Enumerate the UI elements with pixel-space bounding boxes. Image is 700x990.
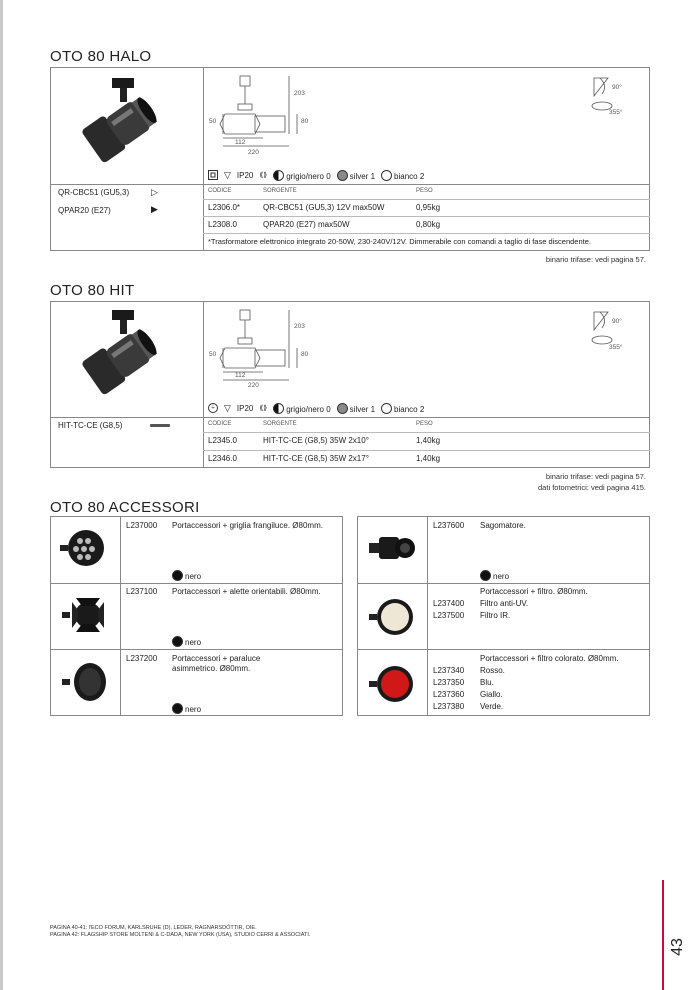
ip-rating: IP20 [236, 403, 254, 413]
halo-col-weight: PESO [416, 188, 433, 194]
acc-item5-code1: L237400 [433, 599, 465, 608]
swatch-white [381, 170, 392, 181]
acc-item6-name4: Verde. [480, 702, 504, 711]
hit-row2-weight: 1,40kg [416, 454, 441, 463]
halo-title: OTO 80 HALO [50, 48, 152, 65]
halo-row2-code: L2308.0 [208, 220, 237, 229]
hit-dim-80: 80 [301, 351, 309, 358]
acc-item2-color: nero [172, 636, 201, 647]
color-option: silver 1 [337, 403, 375, 414]
lamp-par-icon: ▶ [151, 204, 158, 214]
earth-icon: ⏚ [209, 405, 216, 411]
acc-item6-name2: Blu. [480, 678, 494, 687]
hit-col-weight: PESO [416, 421, 433, 427]
halo-col-source: SORGENTE [263, 188, 297, 194]
hit-lamp-1: HIT-TC-CE (G8,5) [58, 421, 123, 430]
halo-specs-top-line [203, 184, 650, 185]
hit-dim-50: 50 [209, 351, 217, 358]
page-edge [0, 0, 3, 990]
acc-item4-desc: Sagomatore. [480, 521, 526, 530]
hit-row2-source: HIT-TC-CE (G8,5) 35W 2x17° [263, 454, 369, 463]
hit-title: OTO 80 HIT [50, 282, 135, 299]
hit-row1-code: L2345.0 [208, 436, 237, 445]
accessory-filter-image [365, 592, 420, 642]
color-option: grigio/nero 0 [273, 403, 330, 414]
acc-title: OTO 80 ACCESSORI [50, 499, 200, 516]
class-ii-icon [208, 170, 218, 180]
swatch-black [172, 636, 183, 647]
f-mark-icon: ▽ [224, 402, 231, 413]
halo-product-photo [70, 78, 170, 173]
dimmable-icon: ⟪⟫ [259, 172, 268, 179]
acc-item4-code: L237600 [433, 521, 465, 530]
swatch-grey-black [273, 403, 284, 414]
acc-row-line [357, 583, 650, 584]
accessory-barndoors-image [58, 590, 113, 642]
dimmable-icon: ⟪⟫ [259, 405, 268, 412]
acc-item6-code2: L237350 [433, 678, 465, 687]
acc-item5-name2: Filtro IR. [480, 611, 511, 620]
hit-photometric-note: dati fotometrici: vedi pagina 415. [538, 483, 646, 492]
hit-dim-112: 112 [235, 372, 246, 379]
lamp-reflector-icon: ▷ [151, 187, 158, 197]
halo-technical-drawing [205, 72, 325, 162]
ip-rating: IP20 [236, 170, 254, 180]
accent-rule [662, 880, 664, 990]
hit-dim-220: 220 [248, 382, 259, 389]
halo-row1-code: L2306.0* [208, 203, 241, 212]
color-option: bianco 2 [381, 170, 424, 181]
halo-track-note: binario trifase: vedi pagina 57. [545, 255, 646, 264]
halo-tilt-angle: 90° [612, 84, 622, 91]
halo-row1-weight: 0,95kg [416, 203, 441, 212]
hit-track-note: binario trifase: vedi pagina 57. [545, 472, 646, 481]
acc-item5-code2: L237500 [433, 611, 465, 620]
swatch-silver [337, 403, 348, 414]
color-option: grigio/nero 0 [273, 170, 330, 181]
hit-row1-source: HIT-TC-CE (G8,5) 35W 2x10° [263, 436, 369, 445]
hit-product-photo [70, 310, 170, 405]
swatch-silver [337, 170, 348, 181]
halo-row1-source: QR-CBC51 (GU5,3) 12V max50W [263, 203, 385, 212]
acc-item2-desc: Portaccessori + alette orientabili. Ø80mm. [172, 587, 321, 596]
halo-divider [203, 67, 204, 251]
hit-specs-top-line [203, 417, 650, 418]
acc-row-line [357, 649, 650, 650]
f-mark-icon: ▽ [224, 169, 231, 180]
halo-specs-row [208, 169, 424, 181]
halo-dim-203: 203 [294, 90, 305, 97]
lamp-tube-icon [150, 424, 170, 427]
swatch-black [172, 570, 183, 581]
acc-item3-color: nero [172, 703, 201, 714]
acc-row-line [50, 649, 343, 650]
acc-item6-name3: Giallo. [480, 690, 503, 699]
accessory-color-filter-image [365, 659, 420, 709]
halo-dim-50: 50 [209, 118, 217, 125]
acc-item6-name1: Rosso. [480, 666, 505, 675]
hit-lamps-top-line [50, 417, 203, 418]
color-option: silver 1 [337, 170, 375, 181]
hit-rotation-angle: 355° [609, 344, 623, 351]
acc-item4-color: nero [480, 570, 509, 581]
accessory-framing-image [365, 525, 420, 573]
hit-row2-code: L2346.0 [208, 454, 237, 463]
acc-item3-desc2: asimmetrico. Ø80mm. [172, 664, 251, 673]
photo-credit-line1: PAGINA 40-41: l'ECO FORUM, KARLSRUHE (D), LEDER, RAGNARSDÓTTIR, OIE. [50, 925, 257, 931]
hit-col-code: CODICE [208, 421, 232, 427]
halo-lamp-1: QR-CBC51 (GU5,3) [58, 188, 130, 197]
acc-item5-name1: Filtro anti-UV. [480, 599, 529, 608]
row-line [203, 233, 650, 234]
hit-divider [203, 301, 204, 468]
photo-credit-line2: PAGINA 42: FLAGSHIP STORE MOLTENI & C-DADA, NEW YORK (USA), STUDIO CERRI & ASSOCIATI. [50, 932, 311, 938]
acc-right-divider [427, 516, 428, 716]
halo-row2-weight: 0,80kg [416, 220, 441, 229]
hit-specs-row [208, 402, 424, 414]
acc-item3-desc1: Portaccessori + paraluce [172, 654, 261, 663]
acc-item3-code: L237200 [126, 654, 158, 663]
acc-item6-code4: L237380 [433, 702, 465, 711]
acc-item2-code: L237100 [126, 587, 158, 596]
swatch-black [172, 703, 183, 714]
acc-left-divider [120, 516, 121, 716]
photo-credits [50, 925, 310, 939]
acc-item1-code: L237000 [126, 521, 158, 530]
row-line [203, 199, 650, 200]
hit-row1-weight: 1,40kg [416, 436, 441, 445]
acc-item6-desc: Portaccessori + filtro colorato. Ø80mm. [480, 654, 619, 663]
acc-item5-desc: Portaccessori + filtro. Ø80mm. [480, 587, 588, 596]
hit-dim-203: 203 [294, 323, 305, 330]
row-line [203, 216, 650, 217]
swatch-white [381, 403, 392, 414]
halo-col-code: CODICE [208, 188, 232, 194]
hit-tilt-angle: 90° [612, 318, 622, 325]
halo-rotation-angle: 355° [609, 109, 623, 116]
acc-row-line [50, 583, 343, 584]
accessory-snoot-image [58, 657, 113, 707]
halo-dim-220: 220 [248, 149, 259, 156]
hit-col-source: SORGENTE [263, 421, 297, 427]
halo-dim-80: 80 [301, 118, 309, 125]
acc-item1-color: nero [172, 570, 201, 581]
swatch-grey-black [273, 170, 284, 181]
color-option: bianco 2 [381, 403, 424, 414]
halo-footnote: *Trasformatore elettronico integrato 20-50W, 230-240V/12V. Dimmerabile con comandi a taglio di fase discendente. [208, 237, 591, 246]
swatch-black [480, 570, 491, 581]
acc-item6-code1: L237340 [433, 666, 465, 675]
halo-lamp-2: QPAR20 (E27) [58, 206, 111, 215]
acc-item6-code3: L237360 [433, 690, 465, 699]
accessory-grid-image [58, 525, 113, 573]
halo-row2-source: QPAR20 (E27) max50W [263, 220, 350, 229]
halo-dim-112: 112 [235, 139, 246, 146]
acc-item1-desc: Portaccessori + griglia frangiluce. Ø80mm. [172, 521, 323, 530]
page-number: 43 [669, 938, 686, 956]
row-line [203, 432, 650, 433]
row-line [203, 450, 650, 451]
halo-lamps-top-line [50, 184, 203, 185]
